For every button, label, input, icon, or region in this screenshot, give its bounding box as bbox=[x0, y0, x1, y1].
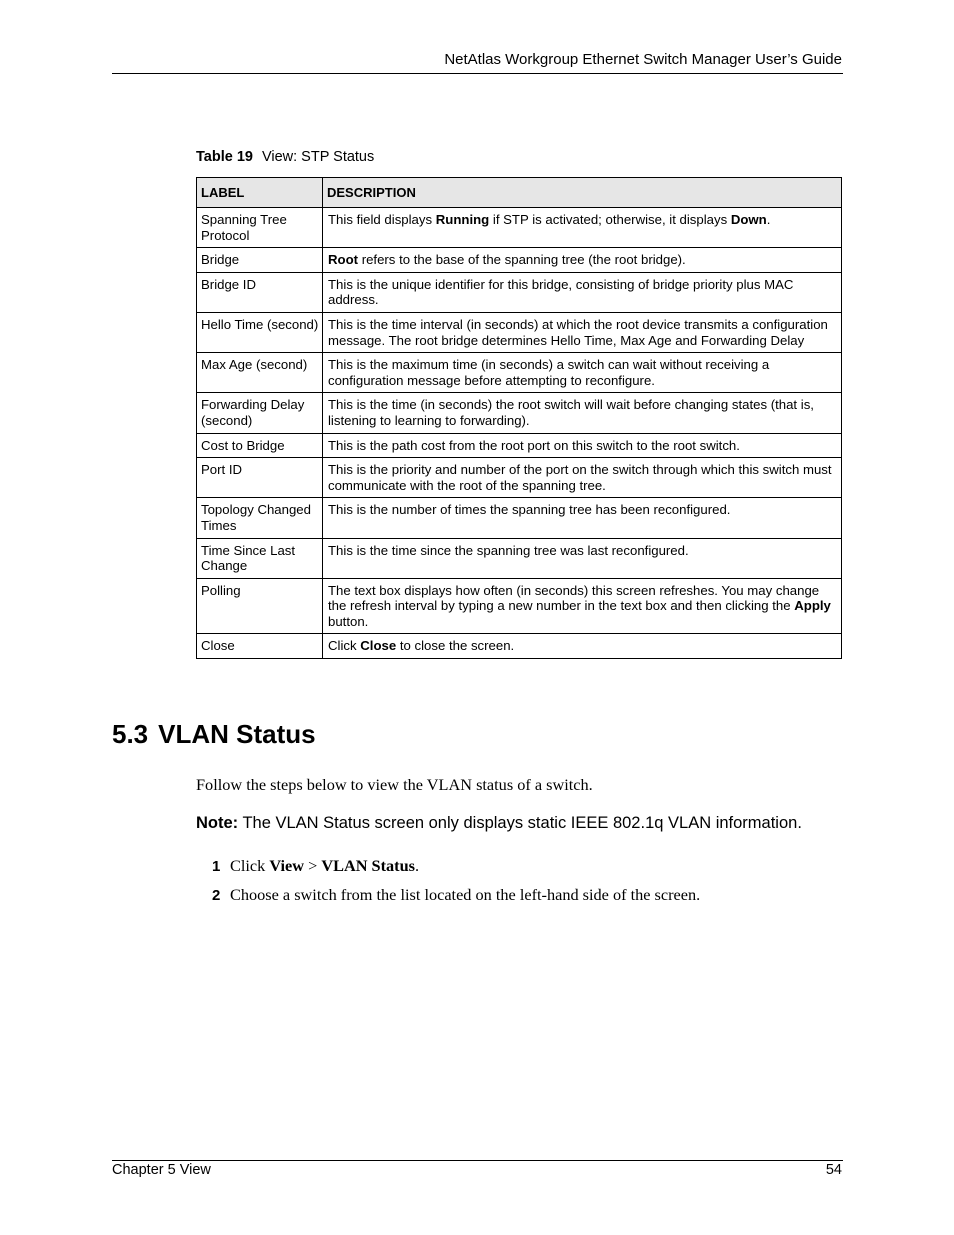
description-text: refers to the base of the spanning tree (the root bridge). bbox=[358, 252, 686, 268]
description-emphasis: Close bbox=[360, 638, 397, 654]
note-text: The VLAN Status screen only displays static IEEE 802.1q VLAN information. bbox=[238, 814, 802, 832]
table-row bbox=[197, 458, 842, 498]
note-paragraph bbox=[196, 814, 802, 833]
step-number: 2 bbox=[212, 887, 221, 904]
row-description bbox=[323, 634, 842, 659]
row-label: Port ID bbox=[197, 458, 323, 498]
description-emphasis: Running bbox=[435, 212, 490, 227]
intro-paragraph: Follow the steps below to view the VLAN status of a switch. bbox=[196, 775, 593, 794]
running-header: NetAtlas Workgroup Ethernet Switch Manager User’s Guide bbox=[444, 51, 842, 68]
step-text: . bbox=[414, 856, 420, 875]
description-text: to close the screen. bbox=[396, 638, 515, 654]
row-label: Hello Time (second) bbox=[197, 312, 323, 352]
step-text: Click bbox=[230, 856, 270, 875]
description-text: button. bbox=[328, 613, 369, 629]
row-description bbox=[323, 312, 842, 352]
table-caption-text: View: STP Status bbox=[261, 149, 375, 165]
table-row bbox=[197, 248, 842, 273]
step-text bbox=[230, 885, 700, 904]
description-text: This is the time (in seconds) the root switch will wait before changing states (that is, listening to learning to forwarding). bbox=[328, 397, 814, 428]
header-divider bbox=[112, 73, 843, 74]
table-row bbox=[197, 538, 842, 578]
row-description bbox=[323, 498, 842, 538]
row-description bbox=[323, 458, 842, 498]
table-row bbox=[197, 312, 842, 352]
row-description bbox=[323, 272, 842, 312]
step-text: Choose a switch from the list located on the left-hand side of the screen. bbox=[230, 885, 701, 904]
row-description bbox=[323, 208, 842, 248]
column-header-label: LABEL bbox=[197, 178, 323, 208]
description-text: This is the priority and number of the port on the switch through which this switch must communicate with the root of the spanning tree. bbox=[328, 462, 832, 493]
description-text: This field displays bbox=[328, 212, 436, 227]
row-label: Close bbox=[197, 634, 323, 659]
row-description bbox=[323, 353, 842, 393]
description-text: This is the maximum time (in seconds) a switch can wait without receiving a configuration message before attempting to reconfigure. bbox=[328, 357, 770, 388]
description-text: if STP is activated; otherwise, it displays bbox=[489, 212, 731, 227]
step-emphasis: VLAN Status bbox=[321, 856, 415, 875]
table-caption-label: Table 19 bbox=[196, 149, 253, 165]
table-row bbox=[197, 433, 842, 458]
row-label: Topology Changed Times bbox=[197, 498, 323, 538]
table-row bbox=[197, 208, 842, 248]
table-row bbox=[197, 393, 842, 433]
table-body bbox=[197, 208, 842, 659]
description-emphasis: Down bbox=[730, 212, 767, 227]
row-description bbox=[323, 433, 842, 458]
description-text: This is the time interval (in seconds) at which the root device transmits a configuration message. The root bridge determines Hello Time, Max Age and Forwarding Delay bbox=[328, 316, 828, 348]
step-emphasis: View bbox=[269, 856, 305, 875]
description-text: This is the number of times the spanning tree has been reconfigured. bbox=[328, 502, 731, 518]
table-row bbox=[197, 353, 842, 393]
step-2 bbox=[212, 885, 700, 905]
row-label: Bridge ID bbox=[197, 272, 323, 312]
footer-divider bbox=[112, 1160, 843, 1161]
row-description bbox=[323, 393, 842, 433]
table-caption bbox=[196, 149, 374, 165]
footer-chapter: Chapter 5 View bbox=[112, 1162, 211, 1178]
description-text: This is the path cost from the root port on this switch to the root switch. bbox=[328, 437, 740, 453]
description-emphasis: Root bbox=[328, 252, 359, 268]
row-description bbox=[323, 248, 842, 273]
row-label: Bridge bbox=[197, 248, 323, 273]
table-row bbox=[197, 272, 842, 312]
note-label: Note: bbox=[196, 814, 239, 832]
description-text: The text box displays how often (in seconds) this screen refreshes. You may change the refresh interval by typing a new number in the text box and then clicking the bbox=[328, 582, 820, 614]
description-text: This is the time since the spanning tree was last reconfigured. bbox=[328, 542, 689, 558]
table-row bbox=[197, 578, 842, 634]
row-description bbox=[323, 578, 842, 634]
section-title: VLAN Status bbox=[158, 719, 316, 749]
row-label: Spanning Tree Protocol bbox=[197, 208, 323, 248]
row-label: Time Since Last Change bbox=[197, 538, 323, 578]
page-number: 54 bbox=[825, 1162, 842, 1178]
section-number: 5.3 bbox=[112, 719, 149, 749]
column-header-description: DESCRIPTION bbox=[323, 178, 842, 208]
description-text: . bbox=[766, 212, 771, 227]
step-text bbox=[230, 856, 419, 875]
description-emphasis: Apply bbox=[794, 598, 831, 614]
section-heading bbox=[112, 719, 316, 750]
description-text: Click bbox=[328, 638, 361, 654]
row-label: Cost to Bridge bbox=[197, 433, 323, 458]
row-label: Max Age (second) bbox=[197, 353, 323, 393]
description-text: This is the unique identifier for this bridge, consisting of bridge priority plus MAC address. bbox=[328, 276, 794, 308]
table-row bbox=[197, 498, 842, 538]
step-number: 1 bbox=[212, 858, 221, 875]
step-1 bbox=[212, 856, 419, 876]
table-header-row bbox=[197, 178, 842, 208]
row-label: Forwarding Delay (second) bbox=[197, 393, 323, 433]
stp-status-table bbox=[196, 177, 842, 659]
row-description bbox=[323, 538, 842, 578]
row-label: Polling bbox=[197, 578, 323, 634]
step-text: > bbox=[304, 856, 322, 875]
table-row bbox=[197, 634, 842, 659]
